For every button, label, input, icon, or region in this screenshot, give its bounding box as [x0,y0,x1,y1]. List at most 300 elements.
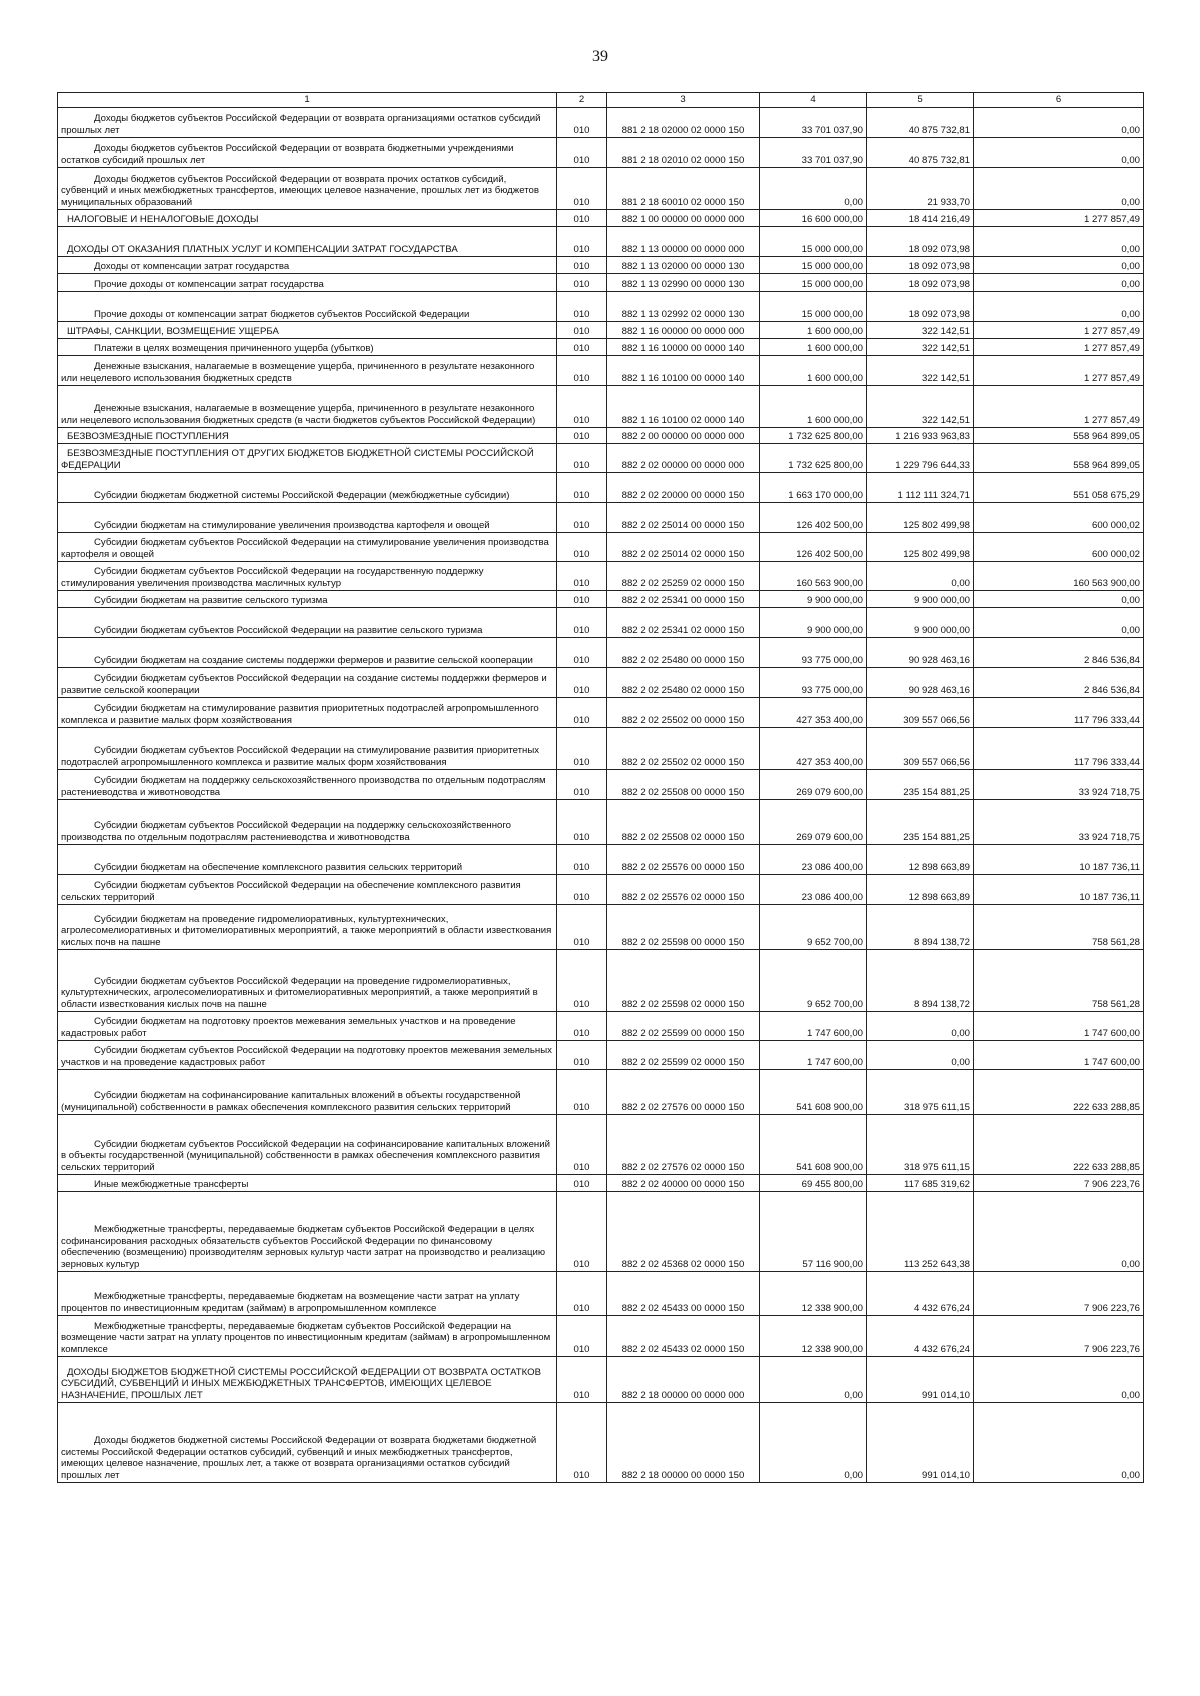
row-executed-amount: 12 898 663,89 [867,875,974,905]
table-row [58,638,1144,668]
row-unexecuted-amount: 1 277 857,49 [974,322,1144,339]
row-unexecuted-amount: 10 187 736,11 [974,845,1144,875]
row-name [58,875,557,905]
row-line-code: 010 [557,533,607,562]
row-budget-code: 882 2 02 25502 00 0000 150 [607,698,760,728]
row-budget-code: 882 2 02 25480 02 0000 150 [607,668,760,698]
row-line-code: 010 [557,770,607,800]
col-header-5: 5 [867,93,974,108]
table-row [58,428,1144,444]
row-name-text: Платежи в целях возмещения причиненного ущерба (убытков) [94,342,374,354]
row-line-code: 010 [557,1403,607,1483]
row-approved-amount: 427 353 400,00 [760,698,867,728]
row-name-text: Субсидии бюджетам на стимулирование развития приоритетных подотраслей агропромышленного комплекса и развитие малых форм хозяйствования [61,703,539,726]
row-name [58,168,557,210]
table-row [58,591,1144,608]
row-budget-code: 882 2 02 25502 02 0000 150 [607,728,760,770]
table-row [58,728,1144,770]
row-budget-code: 882 1 13 00000 00 0000 000 [607,227,760,257]
table-row [58,770,1144,800]
row-line-code: 010 [557,108,607,138]
row-unexecuted-amount: 600 000,02 [974,503,1144,533]
table-row [58,274,1144,292]
row-executed-amount: 18 092 073,98 [867,257,974,274]
row-approved-amount: 1 600 000,00 [760,356,867,386]
row-executed-amount: 0,00 [867,562,974,591]
table-row [58,339,1144,356]
row-budget-code: 881 2 18 02000 02 0000 150 [607,108,760,138]
row-approved-amount: 23 086 400,00 [760,845,867,875]
row-unexecuted-amount: 160 563 900,00 [974,562,1144,591]
row-unexecuted-amount: 0,00 [974,1192,1144,1272]
row-executed-amount: 125 802 499,98 [867,533,974,562]
table-row [58,1070,1144,1115]
table-row [58,905,1144,950]
row-budget-code: 882 2 00 00000 00 0000 000 [607,428,760,444]
row-executed-amount: 4 432 676,24 [867,1316,974,1357]
row-executed-amount: 8 894 138,72 [867,950,974,1012]
row-budget-code: 882 2 02 25341 00 0000 150 [607,591,760,608]
row-name [58,1316,557,1357]
row-approved-amount: 1 732 625 800,00 [760,428,867,444]
row-executed-amount: 40 875 732,81 [867,108,974,138]
row-executed-amount: 322 142,51 [867,339,974,356]
row-name-text: Доходы бюджетов бюджетной системы Российской Федерации от возврата бюджетами бюджетной системы Российской Федерации остатков субсидий, субвенций и иных межбюджетных трансфертов, имеющих целевое назначение, прошлых лет, а также от возврата организациями остатков субсидий прошлых лет [61,1435,537,1481]
row-name-text: БЕЗВОЗМЕЗДНЫЕ ПОСТУПЛЕНИЯ [67,430,229,442]
row-unexecuted-amount: 10 187 736,11 [974,875,1144,905]
row-budget-code: 882 2 02 00000 00 0000 000 [607,444,760,473]
row-name [58,1403,557,1483]
row-line-code: 010 [557,1070,607,1115]
row-name-text: Субсидии бюджетам субъектов Российской Федерации на развитие сельского туризма [94,624,483,636]
row-unexecuted-amount: 551 058 675,29 [974,473,1144,503]
table-row [58,533,1144,562]
row-name [58,1115,557,1175]
row-executed-amount: 322 142,51 [867,386,974,428]
row-approved-amount: 15 000 000,00 [760,292,867,322]
row-line-code: 010 [557,800,607,845]
row-line-code: 010 [557,444,607,473]
row-line-code: 010 [557,1192,607,1272]
row-name-text: Субсидии бюджетам на обеспечение комплексного развития сельских территорий [94,861,463,873]
row-executed-amount: 21 933,70 [867,168,974,210]
row-executed-amount: 18 092 073,98 [867,274,974,292]
row-approved-amount: 269 079 600,00 [760,800,867,845]
row-budget-code: 882 2 02 25014 02 0000 150 [607,533,760,562]
row-name [58,905,557,950]
row-name-text: ДОХОДЫ ОТ ОКАЗАНИЯ ПЛАТНЫХ УСЛУГ И КОМПЕНСАЦИИ ЗАТРАТ ГОСУДАРСТВА [67,243,458,255]
row-line-code: 010 [557,473,607,503]
row-name-text: Прочие доходы от компенсации затрат бюджетов субъектов Российской Федерации [94,308,470,320]
row-name-text: Межбюджетные трансферты, передаваемые бюджетам субъектов Российской Федерации в целях софинансирования расходных обязательств субъектов Российской Федерации по финансовому обеспечению (возмещению) производителям зерновых культур части затрат на производство и реализацию зерновых культур [61,1224,546,1270]
row-budget-code: 882 2 02 27576 00 0000 150 [607,1070,760,1115]
table-row [58,1272,1144,1316]
row-budget-code: 882 2 02 25598 00 0000 150 [607,905,760,950]
row-name-text: Субсидии бюджетам субъектов Российской Федерации на стимулирование увеличения производства картофеля и овощей [61,537,549,560]
row-budget-code: 882 2 02 25576 02 0000 150 [607,875,760,905]
row-executed-amount: 117 685 319,62 [867,1175,974,1192]
table-row [58,1316,1144,1357]
row-line-code: 010 [557,1357,607,1403]
table-row [58,108,1144,138]
row-name-text: Межбюджетные трансферты, передаваемые бюджетам на возмещение части затрат на уплату процентов по инвестиционным кредитам (займам) в агропромышленном комплексе [61,1291,520,1314]
row-line-code: 010 [557,292,607,322]
row-budget-code: 882 2 02 25259 02 0000 150 [607,562,760,591]
row-executed-amount: 18 092 073,98 [867,292,974,322]
row-name-text: Денежные взыскания, налагаемые в возмещение ущерба, причиненного в результате незаконного или нецелевого использования бюджетных средств [61,361,535,384]
row-executed-amount: 1 216 933 963,83 [867,428,974,444]
row-name-text: Субсидии бюджетам субъектов Российской Федерации на обеспечение комплексного развития сельских территорий [61,880,521,903]
table-row [58,950,1144,1012]
row-approved-amount: 15 000 000,00 [760,274,867,292]
row-approved-amount: 15 000 000,00 [760,257,867,274]
col-header-6: 6 [974,93,1144,108]
row-name-text: Субсидии бюджетам субъектов Российской Федерации на подготовку проектов межевания земельных участков и на проведение кадастровых работ [61,1045,552,1068]
row-executed-amount: 1 112 111 324,71 [867,473,974,503]
table-row [58,1115,1144,1175]
row-approved-amount: 0,00 [760,1357,867,1403]
row-line-code: 010 [557,728,607,770]
table-row [58,210,1144,227]
row-line-code: 010 [557,950,607,1012]
row-name [58,274,557,292]
row-executed-amount: 235 154 881,25 [867,800,974,845]
row-executed-amount: 991 014,10 [867,1403,974,1483]
row-line-code: 010 [557,227,607,257]
row-name [58,1041,557,1070]
row-line-code: 010 [557,875,607,905]
row-line-code: 010 [557,210,607,227]
row-executed-amount: 318 975 611,15 [867,1070,974,1115]
row-line-code: 010 [557,339,607,356]
row-unexecuted-amount: 2 846 536,84 [974,638,1144,668]
row-approved-amount: 12 338 900,00 [760,1316,867,1357]
row-unexecuted-amount: 0,00 [974,608,1144,638]
row-executed-amount: 90 928 463,16 [867,638,974,668]
row-approved-amount: 541 608 900,00 [760,1115,867,1175]
row-unexecuted-amount: 0,00 [974,1403,1144,1483]
row-approved-amount: 1 600 000,00 [760,339,867,356]
row-executed-amount: 9 900 000,00 [867,608,974,638]
table-row [58,444,1144,473]
table-row [58,1357,1144,1403]
row-executed-amount: 1 229 796 644,33 [867,444,974,473]
row-approved-amount: 0,00 [760,1403,867,1483]
row-name [58,356,557,386]
table-row [58,386,1144,428]
row-unexecuted-amount: 117 796 333,44 [974,698,1144,728]
row-name [58,638,557,668]
row-name-text: Денежные взыскания, налагаемые в возмещение ущерба, причиненного в результате незаконного или нецелевого использования бюджетных средств (в части бюджетов субъектов Российской Федерации) [61,403,536,426]
row-budget-code: 882 2 02 25599 02 0000 150 [607,1041,760,1070]
row-name-text: Межбюджетные трансферты, передаваемые бюджетам субъектов Российской Федерации на возмещение части затрат на уплату процентов по инвестиционным кредитам (займам) в агропромышленном комплексе [61,1320,551,1355]
row-executed-amount: 12 898 663,89 [867,845,974,875]
row-unexecuted-amount: 1 277 857,49 [974,339,1144,356]
row-unexecuted-amount: 2 846 536,84 [974,668,1144,698]
row-line-code: 010 [557,274,607,292]
row-name-text: ШТРАФЫ, САНКЦИИ, ВОЗМЕЩЕНИЕ УЩЕРБА [67,325,279,337]
table-row [58,800,1144,845]
row-approved-amount: 1 747 600,00 [760,1012,867,1041]
row-name [58,1192,557,1272]
row-executed-amount: 18 414 216,49 [867,210,974,227]
row-executed-amount: 309 557 066,56 [867,698,974,728]
row-approved-amount: 69 455 800,00 [760,1175,867,1192]
table-row [58,257,1144,274]
row-executed-amount: 0,00 [867,1041,974,1070]
page-number: 39 [592,48,608,65]
table-row [58,875,1144,905]
row-name-text: Субсидии бюджетам на софинансирование капитальных вложений в объекты государственной (муниципальной) собственности в рамках обеспечения комплексного развития сельских территорий [61,1090,521,1113]
row-approved-amount: 9 900 000,00 [760,608,867,638]
row-unexecuted-amount: 758 561,28 [974,905,1144,950]
row-line-code: 010 [557,1175,607,1192]
row-budget-code: 882 2 18 00000 00 0000 150 [607,1403,760,1483]
row-approved-amount: 126 402 500,00 [760,533,867,562]
row-name [58,608,557,638]
table-row [58,562,1144,591]
row-unexecuted-amount: 222 633 288,85 [974,1115,1144,1175]
table-row [58,138,1144,168]
row-unexecuted-amount: 1 747 600,00 [974,1041,1144,1070]
row-line-code: 010 [557,608,607,638]
row-approved-amount: 93 775 000,00 [760,638,867,668]
row-name-text: Доходы бюджетов субъектов Российской Федерации от возврата прочих остатков субсидий, субвенций и иных межбюджетных трансфертов, имеющих целевое назначение, прошлых лет из бюджетов муниципальных образований [61,173,539,208]
row-approved-amount: 9 652 700,00 [760,950,867,1012]
row-line-code: 010 [557,905,607,950]
row-name-text: Субсидии бюджетам на стимулирование увеличения производства картофеля и овощей [94,519,490,531]
row-executed-amount: 9 900 000,00 [867,591,974,608]
row-line-code: 010 [557,322,607,339]
row-name-text: Доходы от компенсации затрат государства [94,260,290,272]
row-approved-amount: 23 086 400,00 [760,875,867,905]
row-budget-code: 882 2 02 25508 02 0000 150 [607,800,760,845]
row-approved-amount: 0,00 [760,168,867,210]
row-name-text: Субсидии бюджетам субъектов Российской Федерации на софинансирование капитальных вложений в объекты государственной (муниципальной) собственности в рамках обеспечения комплексного развития сельских территорий [61,1138,550,1173]
row-name [58,292,557,322]
row-name [58,1070,557,1115]
row-unexecuted-amount: 0,00 [974,257,1144,274]
row-name-text: Иные межбюджетные трансферты [94,1178,249,1190]
row-approved-amount: 1 732 625 800,00 [760,444,867,473]
row-line-code: 010 [557,638,607,668]
row-approved-amount: 541 608 900,00 [760,1070,867,1115]
row-approved-amount: 93 775 000,00 [760,668,867,698]
row-name [58,1272,557,1316]
table-row [58,292,1144,322]
row-budget-code: 882 2 02 45368 02 0000 150 [607,1192,760,1272]
row-unexecuted-amount: 7 906 223,76 [974,1175,1144,1192]
row-line-code: 010 [557,138,607,168]
row-budget-code: 882 2 02 45433 00 0000 150 [607,1272,760,1316]
row-unexecuted-amount: 0,00 [974,138,1144,168]
table-row [58,356,1144,386]
row-line-code: 010 [557,257,607,274]
row-approved-amount: 9 900 000,00 [760,591,867,608]
row-executed-amount: 318 975 611,15 [867,1115,974,1175]
row-name-text: Субсидии бюджетам субъектов Российской Федерации на проведение гидромелиоративных, культуртехнических, агролесомелиоративных и фитомелиоративных мероприятий, а также мероприятий в области известкования кислых почв на пашне [61,975,538,1010]
row-budget-code: 882 2 02 25480 00 0000 150 [607,638,760,668]
row-name-text: Субсидии бюджетам субъектов Российской Федерации на стимулирование развития приоритетных подотраслей агропромышленного комплекса и развитие малых форм хозяйствования [61,745,540,768]
row-name-text: НАЛОГОВЫЕ И НЕНАЛОГОВЫЕ ДОХОДЫ [67,213,259,225]
row-budget-code: 882 2 02 25599 00 0000 150 [607,1012,760,1041]
row-unexecuted-amount: 222 633 288,85 [974,1070,1144,1115]
row-name [58,533,557,562]
row-unexecuted-amount: 0,00 [974,1357,1144,1403]
row-executed-amount: 125 802 499,98 [867,503,974,533]
row-unexecuted-amount: 0,00 [974,591,1144,608]
row-budget-code: 881 2 18 02010 02 0000 150 [607,138,760,168]
col-header-2: 2 [557,93,607,108]
row-unexecuted-amount: 1 277 857,49 [974,386,1144,428]
table-row [58,322,1144,339]
row-approved-amount: 269 079 600,00 [760,770,867,800]
row-name-text: Доходы бюджетов субъектов Российской Федерации от возврата бюджетными учреждениями остатков субсидий прошлых лет [61,143,514,166]
row-executed-amount: 18 092 073,98 [867,227,974,257]
row-approved-amount: 16 600 000,00 [760,210,867,227]
row-budget-code: 882 1 16 10000 00 0000 140 [607,339,760,356]
row-line-code: 010 [557,1012,607,1041]
row-unexecuted-amount: 117 796 333,44 [974,728,1144,770]
row-name [58,845,557,875]
row-name-text: Субсидии бюджетам на проведение гидромелиоративных, культуртехнических, агролесомелиоративных и фитомелиоративных мероприятий, а также мероприятий в области известкования кислых почв на пашне [61,913,552,948]
row-unexecuted-amount: 0,00 [974,168,1144,210]
row-name [58,444,557,473]
row-line-code: 010 [557,168,607,210]
table-row [58,1403,1144,1483]
row-name [58,1357,557,1403]
row-name [58,562,557,591]
row-approved-amount: 1 663 170 000,00 [760,473,867,503]
row-name-text: Субсидии бюджетам субъектов Российской Федерации на поддержку сельскохозяйственного производства по отдельным подотраслям растениеводства и животноводства [61,820,511,843]
row-budget-code: 882 2 18 00000 00 0000 000 [607,1357,760,1403]
row-name-text: Субсидии бюджетам субъектов Российской Федерации на государственную поддержку стимулирования увеличения производства масличных культур [61,566,484,589]
row-budget-code: 882 1 13 02992 02 0000 130 [607,292,760,322]
row-approved-amount: 1 600 000,00 [760,386,867,428]
row-name-text: Субсидии бюджетам субъектов Российской Федерации на создание системы поддержки фермеров и развитие сельской кооперации [61,673,547,696]
row-name [58,322,557,339]
column-header-row [58,93,1144,108]
row-unexecuted-amount: 0,00 [974,274,1144,292]
table-row [58,168,1144,210]
row-executed-amount: 235 154 881,25 [867,770,974,800]
row-unexecuted-amount: 0,00 [974,292,1144,322]
row-executed-amount: 322 142,51 [867,322,974,339]
row-approved-amount: 33 701 037,90 [760,138,867,168]
row-name-text: Субсидии бюджетам на создание системы поддержки фермеров и развитие сельской кооперации [94,654,533,666]
row-budget-code: 882 2 02 25341 02 0000 150 [607,608,760,638]
row-executed-amount: 40 875 732,81 [867,138,974,168]
row-line-code: 010 [557,356,607,386]
row-line-code: 010 [557,428,607,444]
row-unexecuted-amount: 7 906 223,76 [974,1316,1144,1357]
row-line-code: 010 [557,386,607,428]
row-executed-amount: 113 252 643,38 [867,1192,974,1272]
row-name [58,339,557,356]
row-name [58,108,557,138]
row-budget-code: 882 1 13 02000 00 0000 130 [607,257,760,274]
row-approved-amount: 33 701 037,90 [760,108,867,138]
row-approved-amount: 126 402 500,00 [760,503,867,533]
revenue-table [57,92,1144,1483]
row-name-text: Субсидии бюджетам на развитие сельского туризма [94,594,328,606]
row-name-text: БЕЗВОЗМЕЗДНЫЕ ПОСТУПЛЕНИЯ ОТ ДРУГИХ БЮДЖЕТОВ БЮДЖЕТНОЙ СИСТЕМЫ РОССИЙСКОЙ ФЕДЕРАЦИИ [61,448,534,471]
row-name-text: ДОХОДЫ БЮДЖЕТОВ БЮДЖЕТНОЙ СИСТЕМЫ РОССИЙСКОЙ ФЕДЕРАЦИИ ОТ ВОЗВРАТА ОСТАТКОВ СУБСИДИЙ, СУБВЕНЦИЙ И ИНЫХ МЕЖБЮДЖЕТНЫХ ТРАНСФЕРТОВ, ИМЕЮЩИХ ЦЕЛЕВОЕ НАЗНАЧЕНИЕ, ПРОШЛЫХ ЛЕТ [61,1366,541,1401]
row-name [58,428,557,444]
row-unexecuted-amount: 1 747 600,00 [974,1012,1144,1041]
row-approved-amount: 12 338 900,00 [760,1272,867,1316]
row-executed-amount: 322 142,51 [867,356,974,386]
row-name-text: Субсидии бюджетам на подготовку проектов межевания земельных участков и на проведение кадастровых работ [61,1016,516,1039]
row-budget-code: 882 2 02 20000 00 0000 150 [607,473,760,503]
row-name [58,386,557,428]
row-name-text: Доходы бюджетов субъектов Российской Федерации от возврата организациями остатков субсидий прошлых лет [61,113,541,136]
row-line-code: 010 [557,698,607,728]
row-line-code: 010 [557,1041,607,1070]
row-approved-amount: 15 000 000,00 [760,227,867,257]
row-budget-code: 882 1 16 00000 00 0000 000 [607,322,760,339]
row-unexecuted-amount: 1 277 857,49 [974,356,1144,386]
row-approved-amount: 57 116 900,00 [760,1192,867,1272]
row-name [58,257,557,274]
table-body [58,108,1144,1483]
table-row [58,1192,1144,1272]
col-header-3: 3 [607,93,760,108]
row-name [58,473,557,503]
col-header-1: 1 [58,93,557,108]
row-budget-code: 882 2 02 25014 00 0000 150 [607,503,760,533]
row-unexecuted-amount: 600 000,02 [974,533,1144,562]
col-header-4: 4 [760,93,867,108]
row-budget-code: 882 2 02 40000 00 0000 150 [607,1175,760,1192]
row-unexecuted-amount: 33 924 718,75 [974,770,1144,800]
row-executed-amount: 991 014,10 [867,1357,974,1403]
table-row [58,1041,1144,1070]
row-unexecuted-amount: 0,00 [974,108,1144,138]
row-budget-code: 882 1 16 10100 00 0000 140 [607,356,760,386]
row-approved-amount: 1 600 000,00 [760,322,867,339]
row-unexecuted-amount: 0,00 [974,227,1144,257]
row-line-code: 010 [557,562,607,591]
row-unexecuted-amount: 758 561,28 [974,950,1144,1012]
table-row [58,668,1144,698]
row-unexecuted-amount: 558 964 899,05 [974,444,1144,473]
row-name-text: Субсидии бюджетам бюджетной системы Российской Федерации (межбюджетные субсидии) [94,489,510,501]
table-row [58,608,1144,638]
row-budget-code: 882 2 02 27576 02 0000 150 [607,1115,760,1175]
row-name [58,698,557,728]
row-line-code: 010 [557,1272,607,1316]
row-line-code: 010 [557,1316,607,1357]
row-line-code: 010 [557,668,607,698]
row-name [58,1012,557,1041]
row-budget-code: 882 2 02 25598 02 0000 150 [607,950,760,1012]
row-unexecuted-amount: 1 277 857,49 [974,210,1144,227]
row-budget-code: 881 2 18 60010 02 0000 150 [607,168,760,210]
row-name [58,800,557,845]
row-budget-code: 882 2 02 45433 02 0000 150 [607,1316,760,1357]
table-row [58,1175,1144,1192]
row-name [58,227,557,257]
row-executed-amount: 90 928 463,16 [867,668,974,698]
row-line-code: 010 [557,1115,607,1175]
row-approved-amount: 1 747 600,00 [760,1041,867,1070]
row-name [58,591,557,608]
table-row [58,698,1144,728]
row-approved-amount: 9 652 700,00 [760,905,867,950]
table-row [58,845,1144,875]
row-budget-code: 882 1 16 10100 02 0000 140 [607,386,760,428]
